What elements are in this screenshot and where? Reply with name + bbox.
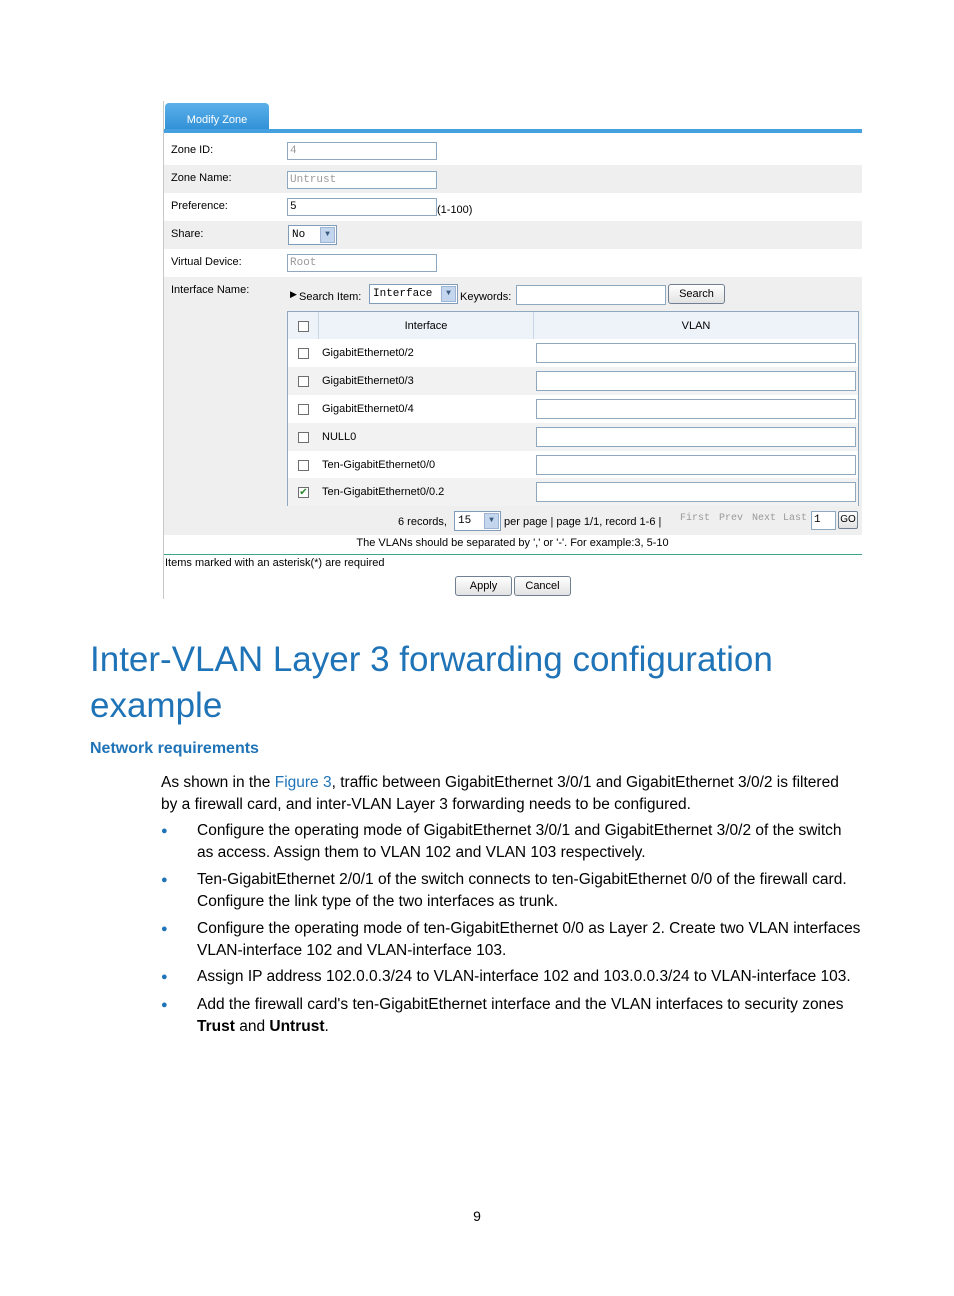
- tab-modify-zone[interactable]: Modify Zone: [165, 103, 269, 131]
- virtual-device-label: Virtual Device:: [171, 256, 242, 268]
- list-item: [197, 869, 864, 912]
- divider-line: [163, 554, 862, 555]
- list-item-line: Ten-GigabitEthernet 2/0/1 of the switch connects to ten-GigabitEthernet 0/0 of the firewall card.: [197, 871, 847, 888]
- list-item: [197, 918, 864, 961]
- per-page-select[interactable]: [454, 511, 501, 531]
- list-item-line: as access. Assign them to VLAN 102 and VLAN 103 respectively.: [197, 843, 646, 861]
- share-select[interactable]: [288, 225, 337, 245]
- list-item: [197, 820, 864, 863]
- chevron-down-icon: ▼: [484, 513, 499, 529]
- keywords-input[interactable]: [516, 285, 666, 305]
- intro-text: As shown in the: [161, 774, 275, 791]
- list-item-line: Configure the operating mode of ten-GigabitEthernet 0/0 as Layer 2. Create two VLAN interfaces: [197, 920, 861, 937]
- preference-row: [163, 193, 862, 221]
- table-row: [288, 451, 858, 479]
- row-checkbox[interactable]: [298, 376, 309, 387]
- heading-line: example: [90, 686, 223, 725]
- interface-name-label: Interface Name:: [171, 284, 250, 296]
- row-checkbox[interactable]: [298, 432, 309, 443]
- per-page-value: 15: [458, 515, 472, 527]
- prev-page-link[interactable]: Prev: [719, 513, 744, 524]
- page-summary: per page | page 1/1, record 1-6 |: [504, 516, 662, 528]
- table-header: [288, 312, 858, 340]
- next-page-link[interactable]: Next: [752, 513, 777, 524]
- vlan-input[interactable]: [536, 399, 856, 419]
- virtual-device-row: [163, 249, 862, 277]
- bullet-icon: ●: [161, 971, 168, 983]
- chevron-down-icon: ▼: [320, 227, 335, 243]
- interface-name: Ten-GigabitEthernet0/0: [322, 459, 436, 471]
- share-label: Share:: [171, 228, 204, 240]
- zone-id-label: Zone ID:: [171, 144, 214, 156]
- select-all-checkbox[interactable]: [298, 321, 309, 332]
- intro-paragraph: [161, 772, 864, 815]
- column-vlan: VLAN: [681, 320, 711, 332]
- interface-name: GigabitEthernet0/4: [322, 403, 414, 415]
- list-item-line: Add the firewall card's ten-GigabitEthernet interface and the VLAN interfaces to security zones: [197, 996, 844, 1013]
- intro-line: by a firewall card, and inter-VLAN Layer 3 forwarding needs to be configured.: [161, 795, 691, 813]
- vlan-input[interactable]: [536, 343, 856, 363]
- page-number: 9: [473, 1208, 481, 1224]
- interface-name: GigabitEthernet0/2: [322, 347, 414, 359]
- list-item: [197, 994, 864, 1037]
- subsection-heading: Network requirements: [90, 740, 259, 757]
- share-select-value: No: [292, 229, 306, 241]
- vlan-input[interactable]: [536, 427, 856, 447]
- vlan-input[interactable]: [536, 455, 856, 475]
- page-number-input[interactable]: 1: [811, 511, 836, 530]
- section-heading: [90, 637, 890, 729]
- bullet-icon: ●: [161, 825, 168, 837]
- zone-id-row: [163, 137, 862, 165]
- intro-text: , traffic between GigabitEthernet 3/0/1 and GigabitEthernet 3/0/2 is filtered: [331, 774, 839, 791]
- vlan-input[interactable]: [536, 482, 856, 502]
- list-item: [197, 966, 864, 988]
- zone-untrust: Untrust: [269, 1017, 325, 1035]
- figure-link[interactable]: Figure 3: [274, 774, 332, 791]
- preference-range-hint: (1-100): [437, 204, 473, 216]
- interface-table: [287, 311, 859, 506]
- row-checkbox[interactable]: [298, 404, 309, 415]
- list-item-text: and: [234, 1017, 270, 1035]
- bullet-icon: ●: [161, 923, 168, 935]
- chevron-down-icon: ▼: [441, 286, 456, 302]
- records-count: 6 records,: [398, 516, 447, 528]
- last-page-link[interactable]: Last: [783, 513, 808, 524]
- table-row: [288, 395, 858, 423]
- heading-line: Inter-VLAN Layer 3 forwarding configuration: [90, 640, 773, 679]
- zone-trust: Trust: [197, 1017, 235, 1035]
- bullet-icon: ●: [161, 874, 168, 886]
- search-item-value: Interface: [373, 288, 433, 300]
- vlan-separator-note: The VLANs should be separated by ',' or '-'. For example:3, 5-10: [356, 537, 669, 549]
- row-checkbox-checked[interactable]: [298, 487, 309, 498]
- bullet-icon: ●: [161, 999, 168, 1011]
- preference-label: Preference:: [171, 200, 228, 212]
- keywords-label: Keywords:: [460, 291, 512, 303]
- preference-input[interactable]: 5: [287, 198, 437, 216]
- table-row: [288, 423, 858, 451]
- list-item-line: Configure the link type of the two interfaces as trunk.: [197, 892, 558, 910]
- search-button[interactable]: Search: [668, 284, 725, 304]
- checkmark-icon: ✔: [299, 487, 308, 498]
- list-item-line: [197, 1016, 864, 1038]
- search-item-label: Search Item:: [299, 291, 362, 303]
- interface-name: NULL0: [322, 431, 357, 443]
- zone-id-field: 4: [287, 142, 437, 160]
- modify-zone-panel: [163, 101, 863, 599]
- column-interface: Interface: [404, 320, 448, 332]
- search-item-select[interactable]: [369, 284, 458, 304]
- interface-name: Ten-GigabitEthernet0/0.2: [322, 486, 445, 498]
- zone-name-label: Zone Name:: [171, 172, 232, 184]
- row-checkbox[interactable]: [298, 348, 309, 359]
- apply-button[interactable]: Apply: [455, 576, 512, 596]
- cancel-button[interactable]: Cancel: [514, 576, 571, 596]
- zone-name-row: [163, 165, 862, 193]
- tab-underline: [163, 129, 862, 133]
- zone-name-field: Untrust: [287, 171, 437, 189]
- go-button[interactable]: GO: [838, 511, 858, 529]
- interface-name: GigabitEthernet0/3: [322, 375, 414, 387]
- triangle-right-icon: ▶: [290, 289, 297, 299]
- panel-left-border: [163, 101, 164, 599]
- pagination-bar: [163, 506, 862, 532]
- virtual-device-field: Root: [287, 254, 437, 272]
- list-item-text: .: [324, 1017, 329, 1035]
- list-item-line: Configure the operating mode of GigabitEthernet 3/0/1 and GigabitEthernet 3/0/2 of the switch: [197, 822, 842, 839]
- list-item-line: Assign IP address 102.0.0.3/24 to VLAN-interface 102 and 103.0.0.3/24 to VLAN-interface 103.: [197, 968, 851, 985]
- table-row: [288, 339, 858, 367]
- row-checkbox[interactable]: [298, 460, 309, 471]
- share-row: [163, 221, 862, 249]
- list-item-line: VLAN-interface 102 and VLAN-interface 103.: [197, 941, 507, 959]
- table-row: [288, 478, 858, 506]
- required-note: Items marked with an asterisk(*) are required: [165, 557, 385, 569]
- first-page-link[interactable]: First: [680, 513, 711, 524]
- table-row: [288, 367, 858, 395]
- vlan-input[interactable]: [536, 371, 856, 391]
